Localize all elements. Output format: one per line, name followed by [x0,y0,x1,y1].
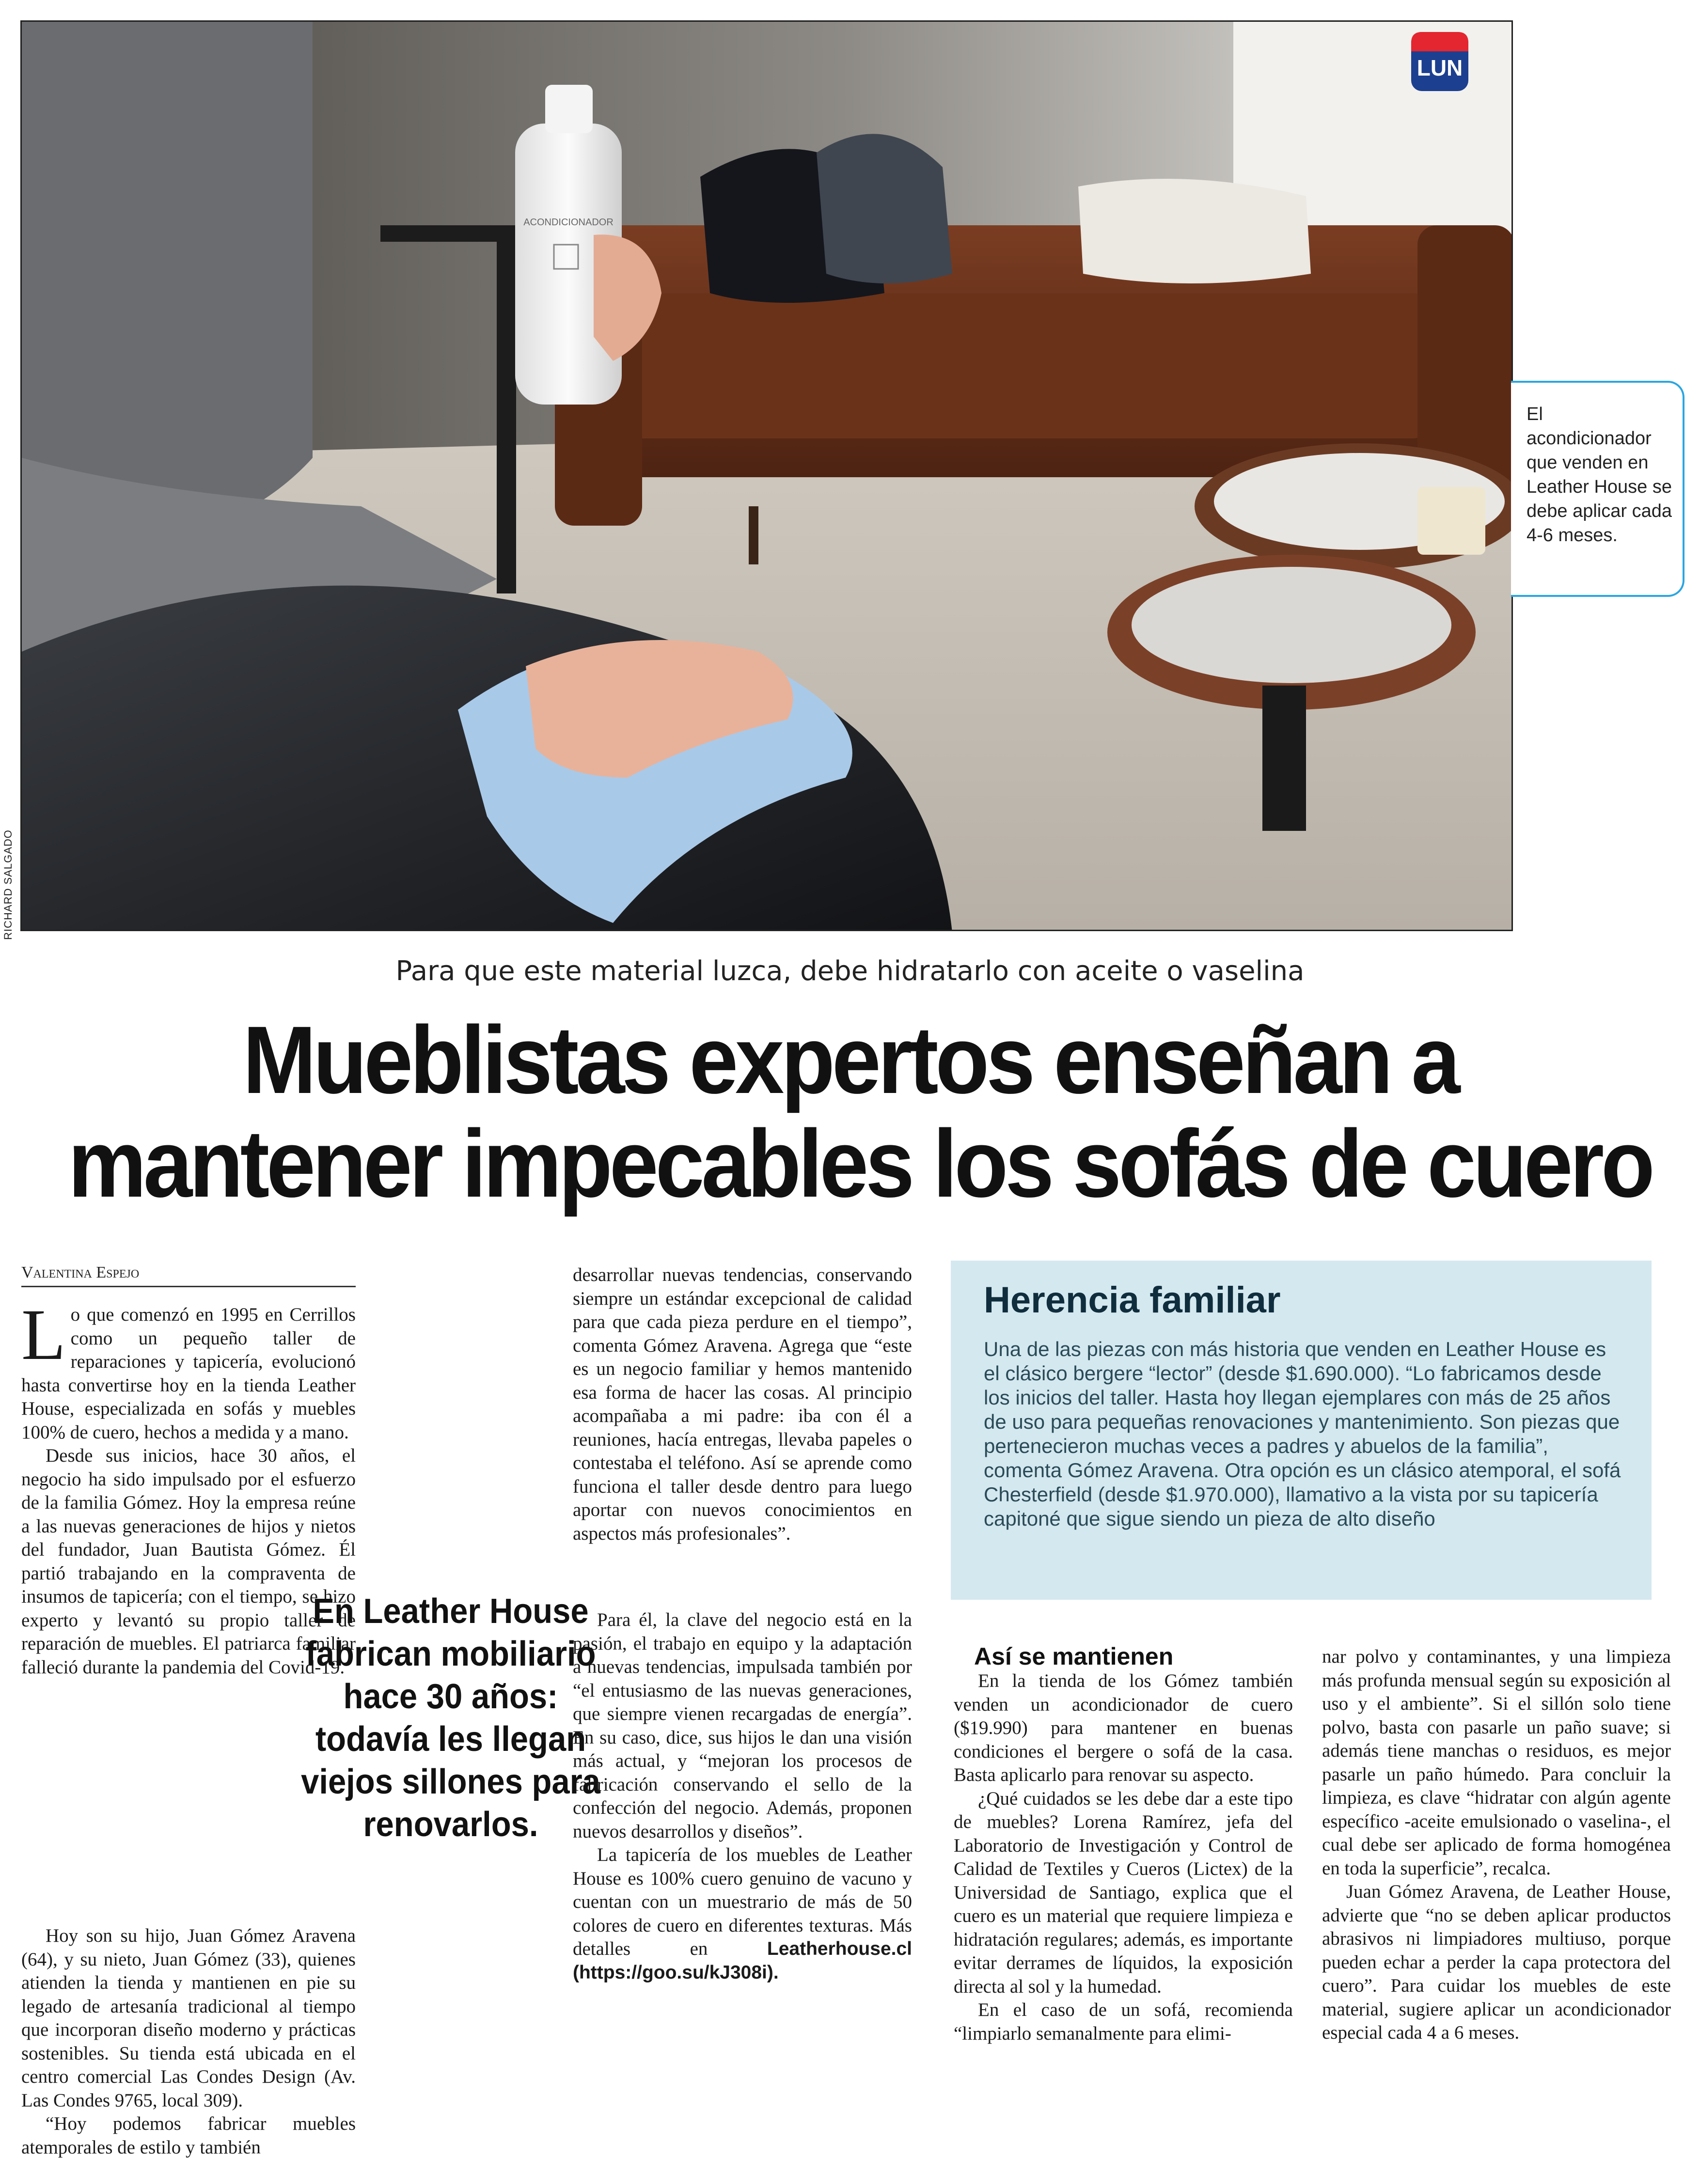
site-link[interactable]: Leatherhouse.cl [767,1938,912,1959]
paragraph: ¿Qué cuidados se les debe dar a este tipo de muebles? Lorena Ramírez, jefa del Laboratorio de Investigación y Control de Calidad de Textiles y Cueros (Lictex) de la Universidad de Santiago, explica que el cuero es un material que requiere limpieza e hidratación regulares; además, es importante evitar derrames de líquidos, la exposición directa al sol y la humedad. [954,1788,1293,1997]
sidebar-text: Una de las piezas con más historia que venden en Leather House es el clásico bergere “lector” (desde $1.690.000). “Lo fabricamos desde los inicios del taller. Hasta hoy llegan ejemplares con más de 25 años de uso para pequeñas renovaciones y mantenimiento. Son piezas que pertenecieron muchas veces a padres y abuelos de la familia”, comenta Gómez Aravena. Otra opción es un clásico atemporal, el sofá Chesterfield (desde $1.970.000), llamativo a la vista por su tapicería capitoné que sigue siendo un pieza de alto diseño [984,1338,1621,1530]
photo-credit: RICHARD SALGADO [2,829,14,940]
article-photo [20,20,1513,931]
logo-text: LUN [1417,55,1463,80]
paragraph [21,1295,356,1444]
photo-illustration [22,22,1513,931]
column-4 [1322,1645,1671,2045]
kicker: Para que este material luzca, debe hidratarlo con aceite o vaselina [395,955,1305,987]
paragraph [573,1843,912,1984]
paragraph: Desde sus inicios, hace 30 años, el negocio ha sido impulsado por el esfuerzo de la familia Gómez. Hoy la empresa reúne a las nuevas generaciones de hijos y nietos del fundador, Juan Bautista Gómez. Él partió trabajando en la compraventa de insumos de tapicería; con el tiempo, se hizo experto y levantó su propio taller de reparación de muebles. El patriarca familiar falleció durante la pandemia del Covid-19. [21,1445,356,1678]
subhead: Así se mantienen [974,1643,1174,1670]
paragraph: Para él, la clave del negocio está en la pasión, el trabajo en equipo y la adaptación a nuevas tendencias, impulsada también por “el entusiasmo de las nuevas generaciones, que siempre vienen recargadas de energía”. En su caso, dice, sus hijos le dan una visión más actual, y “mejoran los procesos de fabricación conservando el sello de la confección del negocio. Además, proponen nuevos desarrollos y diseños”. [573,1609,912,1842]
short-link[interactable]: (https://goo.su/kJ308i). [573,1962,779,1983]
paragraph: desarrollar nuevas tendencias, conservando siempre un estándar excepcional de calidad para que cada pieza perdure en el tiempo”, comenta Gómez Aravena. Agrega que “este es un negocio familiar y hemos mantenido esa forma de hacer las cosas. Al principio acompañaba a mi padre: iba con él a reuniones, hacía entregas, llevaba papeles o contestaba el teléfono. Así se aprende como funciona el taller desde dentro para luego aportar con nuevos conocimientos en aspectos más profesionales”. [573,1264,912,1544]
column-1-continued [21,1924,356,2159]
headline-line-2: mantener impecables los sofás de cuero [68,1110,1652,1217]
bottle-label: ACONDICIONADOR [523,217,614,228]
pull-quote: En Leather House fabrican mobiliario hace 30 años: todavía les llegan viejos sillones para renovarlos. [301,1592,600,1844]
column-3 [954,1669,1293,2045]
column-2-continued [573,1608,912,1984]
byline: Valentina Espejo [21,1264,140,1281]
sidebar-title: Herencia familiar [984,1279,1281,1321]
paragraph: En el caso de un sofá, recomienda “limpiarlo semanalmente para elimi- [954,1999,1293,2044]
paragraph: Hoy son su hijo, Juan Gómez Aravena (64), y su nieto, Juan Gómez (33), quienes atienden la tienda y mantienen en pie su legado de artesanía tradicional al tiempo que incorporan diseño moderno y prácticas sostenibles. Su tienda está ubicada en el centro comercial Las Condes Design (Av. Las Condes 9765, local 309). [21,1925,356,2111]
paragraph: En la tienda de los Gómez también venden un acondicionador de cuero ($19.990) para mantener en buenas condiciones el bergere o sofá de la casa. Basta aplicarlo para renovar su aspecto. [954,1670,1293,1785]
dropcap: L [21,1295,66,1375]
byline-rule [21,1286,356,1287]
paragraph-text: La tapicería de los muebles de Leather House es 100% cuero genuino de vacuno y cuentan con un muestrario de más de 50 colores de cuero en diferentes texturas. Más detalles en [573,1844,912,1959]
paragraph: nar polvo y contaminantes, y una limpieza más profunda mensual según su exposición al uso y el ambiente”. Si el sillón solo tiene polvo, basta con pasarle un paño suave; si además tiene manchas o residuos, es mejor pasarle un paño húmedo. Para concluir la limpieza, es clave “hidratar con algún agente específico -aceite emulsionado o vaselina-, el cual debe ser aplicado de forma homogénea en toda la superficie”, recalca. [1322,1646,1671,1879]
paragraph: “Hoy podemos fabricar muebles atemporales de estilo y también [21,2113,356,2158]
lun-logo [1411,32,1468,91]
photo-caption: El acondicionador que venden en Leather House se debe aplicar cada 4-6 meses. [1527,404,1672,546]
paragraph: Juan Gómez Aravena, de Leather House, advierte que “no se deben aplicar productos abrasivos ni limpiadores multiuso, porque pueden echar a perder la capa protectora del cuero”. Para cuidar los muebles de este material, sugiere aplicar un acondicionador especial cada 4 a 6 meses. [1322,1881,1671,2043]
column-2 [573,1264,912,1545]
paragraph-text: o que comenzó en 1995 en Cerrillos como un pequeño taller de reparaciones y tapicería, evolucionó hasta convertirse hoy en la tienda Leather House, especializada en sofás y muebles 100% de cuero, hechos a medida y a mano. [21,1304,356,1443]
headline-line-1: Mueblistas expertos enseñan a [242,1006,1458,1113]
